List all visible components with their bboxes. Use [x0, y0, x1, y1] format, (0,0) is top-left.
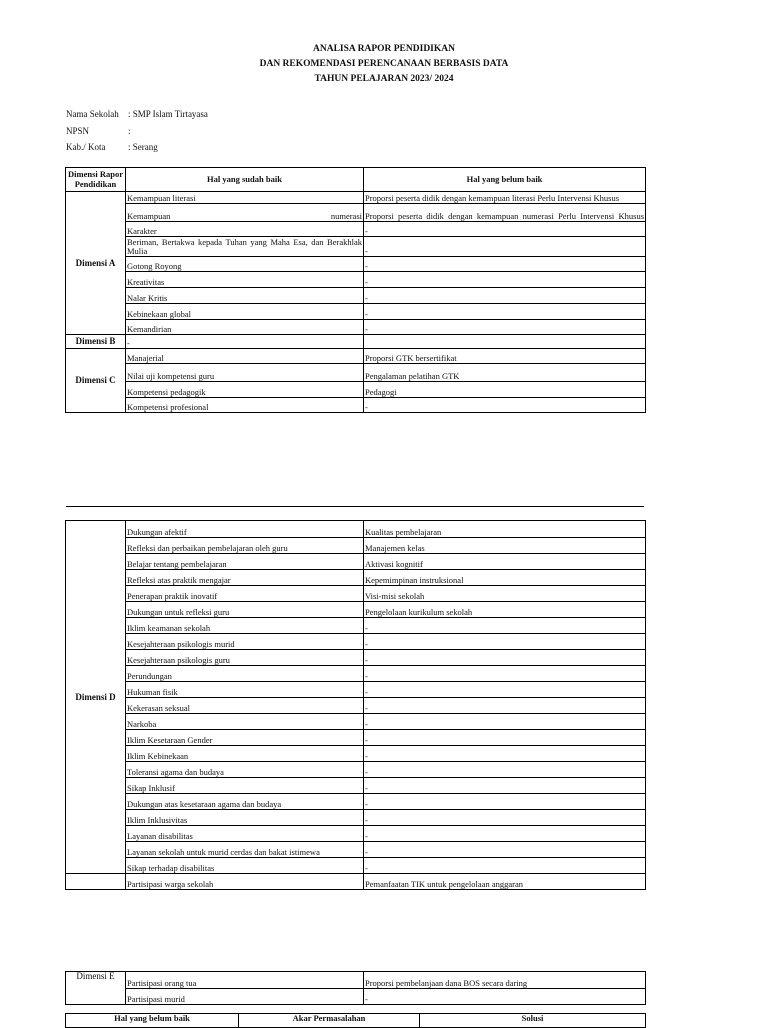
not-good-item: -: [364, 666, 646, 682]
not-good-item: -: [364, 634, 646, 650]
good-item: -: [126, 335, 364, 349]
good-item: Kemampuan numerasi: [126, 204, 364, 222]
not-good-item: Manajemen kelas: [364, 538, 646, 554]
info-value: : SMP Islam Tirtayasa: [128, 109, 208, 119]
table-header-row: [66, 168, 646, 192]
not-good-item: -: [364, 304, 646, 320]
not-good-item: Kepemimpinan instruksional: [364, 570, 646, 586]
good-item: Kompetensi pedagogik: [126, 382, 364, 398]
table-row: [66, 858, 646, 874]
good-item: Dukungan afektif: [126, 521, 364, 538]
good-item: Belajar tentang pembelajaran: [126, 554, 364, 570]
table-row: [66, 989, 646, 1005]
not-good-item: Pengalaman pelatihan GTK: [364, 364, 646, 382]
document-title: [0, 42, 768, 87]
table-row: [66, 714, 646, 730]
good-item: Manajerial: [126, 349, 364, 364]
dimension-label: Dimensi D: [66, 521, 126, 874]
info-row-npsn: [66, 123, 208, 140]
school-info: [66, 106, 208, 156]
table-row: [66, 521, 646, 538]
table-row: [66, 826, 646, 842]
info-value: : Serang: [128, 142, 158, 152]
not-good-item: -: [364, 762, 646, 778]
not-good-item: -: [364, 272, 646, 288]
header-dimension: Dimensi Rapor Pendidikan: [66, 168, 126, 192]
good-item: Hukuman fisik: [126, 682, 364, 698]
table-row: [66, 972, 646, 989]
analysis-table-3: [65, 971, 646, 1005]
not-good-item: -: [364, 320, 646, 335]
good-item: Kesejahteraan psikologis guru: [126, 650, 364, 666]
good-item: Partisipasi orang tua: [126, 972, 364, 989]
good-item: Iklim Kesetaraan Gender: [126, 730, 364, 746]
table-row: [66, 222, 646, 237]
not-good-item: -: [364, 237, 646, 257]
good-item: Partisipasi warga sekolah: [126, 874, 364, 890]
good-item: Toleransi agama dan budaya: [126, 762, 364, 778]
table-row: [66, 634, 646, 650]
title-line-1: ANALISA RAPOR PENDIDIKAN: [313, 44, 455, 54]
not-good-item: -: [364, 698, 646, 714]
not-good-item: Pemanfaatan TIK untuk pengelolaan anggaran: [364, 874, 646, 890]
info-label: Kab./ Kota: [66, 142, 106, 152]
not-good-item: -: [364, 794, 646, 810]
not-good-item: Aktivasi kognitif: [364, 554, 646, 570]
not-good-item: -: [364, 810, 646, 826]
dimension-label: Dimensi B: [66, 335, 126, 349]
not-good-item: -: [364, 398, 646, 413]
good-item: Iklim Inklusivitas: [126, 810, 364, 826]
table-row: [66, 320, 646, 335]
table-row: [66, 570, 646, 586]
table-row: [66, 335, 646, 349]
not-good-item: Kualitas pembelajaran: [364, 521, 646, 538]
info-value: :: [128, 125, 131, 136]
analysis-table-1: [65, 167, 646, 413]
not-good-item: Visi-misi sekolah: [364, 586, 646, 602]
title-line-2: DAN REKOMENDASI PERENCANAAN BERBASIS DATA: [259, 59, 509, 69]
not-good-item: -: [364, 842, 646, 858]
good-item: Layanan sekolah untuk murid cerdas dan bakat istimewa: [126, 842, 364, 858]
table-row: [66, 192, 646, 204]
table-row: [66, 666, 646, 682]
good-item: Nalar Kritis: [126, 288, 364, 304]
good-item: Perundungan: [126, 666, 364, 682]
not-good-item: Proporsi pembelanjaan dana BOS secara daring: [364, 972, 646, 989]
not-good-item: -: [364, 714, 646, 730]
table-row: [66, 602, 646, 618]
good-item: Sikap terhadap disabilitas: [126, 858, 364, 874]
table-row: [66, 554, 646, 570]
good-item: Beriman, Bertakwa kepada Tuhan yang Maha Esa, dan Berakhlak Mulia: [127, 237, 362, 256]
not-good-item: Proporsi peserta didik dengan kemampuan literasi Perlu Intervensi Khusus: [364, 192, 646, 204]
not-good-item: Proporsi GTK bersertifikat: [364, 349, 646, 364]
not-good-item: Proporsi peserta didik dengan kemampuan numerasi Perlu Intervensi Khusus: [364, 204, 646, 222]
not-good-item: -: [364, 778, 646, 794]
table-row: [66, 618, 646, 634]
good-item: Partisipasi murid: [126, 989, 364, 1005]
table-row: [66, 586, 646, 602]
table-row: [66, 842, 646, 858]
good-item: Narkoba: [126, 714, 364, 730]
not-good-item: Pedagogi: [364, 382, 646, 398]
not-good-item: -: [364, 826, 646, 842]
dimension-label: Dimensi A: [66, 192, 126, 335]
table-row: [66, 698, 646, 714]
not-good-item: -: [364, 257, 646, 272]
analysis-table-2: [65, 520, 646, 890]
table-row: [66, 746, 646, 762]
empty-dimension-cell: [66, 874, 126, 890]
good-item: Refleksi dan perbaikan pembelajaran oleh guru: [126, 538, 364, 554]
header-solution: Solusi: [420, 1014, 646, 1028]
table-row: [66, 538, 646, 554]
good-item: Penerapan praktik inovatif: [126, 586, 364, 602]
not-good-item: [364, 335, 646, 349]
good-item: Kemampuan literasi: [126, 192, 364, 204]
not-good-item: -: [364, 858, 646, 874]
header-root-cause: Akar Permasalahan: [239, 1014, 420, 1028]
table-row: [66, 304, 646, 320]
not-good-item: -: [364, 989, 646, 1005]
table-row: [66, 349, 646, 364]
not-good-item: -: [364, 222, 646, 237]
not-good-item: -: [364, 746, 646, 762]
not-good-item: -: [364, 730, 646, 746]
header-not-good: Hal yang belum baik: [66, 1014, 239, 1028]
good-item: Iklim Kebinekaan: [126, 746, 364, 762]
good-item: Kebinekaan global: [126, 304, 364, 320]
good-item: Sikap Inklusif: [126, 778, 364, 794]
good-item: Dukungan atas kesetaraan agama dan budaya: [126, 794, 364, 810]
info-label: Nama Sekolah: [66, 109, 119, 119]
title-line-3: TAHUN PELAJARAN 2023/ 2024: [314, 74, 454, 84]
table-row: [66, 398, 646, 413]
table-row: [66, 382, 646, 398]
header-not-good: Hal yang belum baik: [364, 168, 646, 192]
table-row: [66, 237, 646, 257]
table-row: [66, 257, 646, 272]
table-row: [66, 204, 646, 222]
dimension-label: Dimensi E: [66, 972, 126, 1005]
table-row: [66, 364, 646, 382]
table-row: [66, 874, 646, 890]
not-good-item: -: [364, 288, 646, 304]
good-item: Kekerasan seksual: [126, 698, 364, 714]
good-item: Gotong Royong: [126, 257, 364, 272]
info-label: NPSN: [66, 125, 90, 136]
good-item: Layanan disabilitas: [126, 826, 364, 842]
table-row: [66, 682, 646, 698]
good-item: Kesejahteraan psikologis murid: [126, 634, 364, 650]
good-item: Kreativitas: [126, 272, 364, 288]
good-item: Karakter: [126, 222, 364, 237]
table-row: [66, 810, 646, 826]
header-good: Hal yang sudah baik: [126, 168, 364, 192]
good-item: Refleksi atas praktik mengajar: [126, 570, 364, 586]
table-row: [66, 288, 646, 304]
not-good-item: -: [364, 682, 646, 698]
not-good-item: -: [364, 618, 646, 634]
table-header-row: [66, 1014, 646, 1028]
not-good-item: -: [364, 650, 646, 666]
info-row-school: [66, 106, 208, 123]
good-item: Kompetensi profesional: [126, 398, 364, 413]
solution-table: [65, 1013, 646, 1028]
page-divider: [66, 506, 644, 507]
table-row: [66, 650, 646, 666]
good-item: Iklim keamanan sekolah: [126, 618, 364, 634]
dimension-label: Dimensi C: [66, 349, 126, 413]
table-row: [66, 778, 646, 794]
good-item: Nilai uji kompetensi guru: [126, 364, 364, 382]
not-good-item: Pengelolaan kurikulum sekolah: [364, 602, 646, 618]
table-row: [66, 730, 646, 746]
table-row: [66, 272, 646, 288]
table-row: [66, 794, 646, 810]
good-item: Dukungan untuk refleksi guru: [126, 602, 364, 618]
table-row: [66, 762, 646, 778]
good-item: Kemandirian: [126, 320, 364, 335]
info-row-city: [66, 139, 208, 156]
